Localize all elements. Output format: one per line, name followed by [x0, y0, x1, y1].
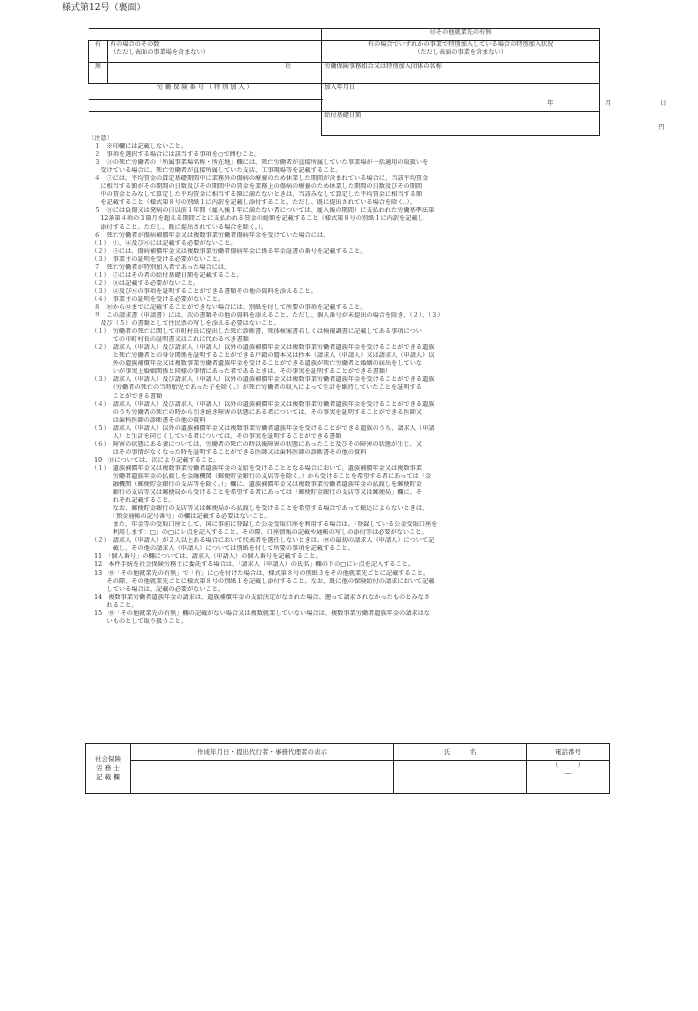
sr-label-line2: 労 務 士 [96, 763, 120, 772]
note-line: （５） 請求人（申請人）以外の遺族補償年金又は複数事業労働者遺族年金を受けることができる遺族のうち、請求人（申請 [88, 424, 435, 432]
note-line: （４） 請求人（申請人）及び請求人（申請人）以外の遺族補償年金又は複数事業労働者遺族年金を受けることができる遺族 [88, 400, 435, 408]
note-line: 添付すること。ただし、既に提出されている場合を除く。）。 [88, 223, 268, 231]
note-line: （３） 事業主の証明を受ける必要がないこと。 [88, 255, 225, 263]
sr-label-line1: 社会保険 [95, 754, 121, 763]
note-line: 13 ⑱「その他就業先の有無」で「有」に○を付けた場合は、様式第８号の別紙３をその他就業先ごとに記載すること。 [88, 569, 430, 577]
sr-table [85, 743, 610, 794]
note-line: いものとして取り扱うこと。 [88, 617, 187, 625]
note-line: 外の遺族補償年金又は複数事業労働者遺族年金を受けることができる遺族が死亡労働者と婚姻の届出をしていな [88, 360, 423, 368]
year-label: 年 [547, 99, 554, 107]
join-date-label: 加入年月日 [324, 84, 356, 91]
note-line: は歯科医師の診断書その他の資料 [88, 416, 206, 424]
note-line: 15 ⑱「その他就業先の有無」欄の記載がない場合又は複数就業していない場合は、複数事業労働者遺族年金の請求はな [88, 609, 430, 617]
note-line: いが事実上婚姻関係と同様の事情にあった者であるときは、その事実を証明することができる書類） [88, 368, 392, 376]
note-line: （１） ①、④及び⑥には記載する必要がないこと。 [88, 239, 237, 247]
phone-dash: ― [564, 769, 572, 778]
note-line: （１） 労働者の死亡に関して市町村長に提出した死亡診断書、死体検案書若しくは検視調書に記載してある事項につい [88, 328, 422, 336]
note-line: に相当する額がその期間の日数及びその期間中の賃金を業務上の傷病の療養のため休業した期間の日数及びその期間 [88, 183, 423, 191]
note-line: 人）と生計を同じくしている者については、その事実を証明することができる書類 [88, 432, 342, 440]
note-line: を記載すること（様式第８号の別紙１に内訳を記載し添付すること。ただし、既に提出されている場合を除く。）。 [88, 199, 416, 207]
note-line: ２ 事項を選択する場合には該当する事項を○で囲むこと。 [88, 151, 261, 159]
no-option[interactable]: 無 [89, 63, 108, 84]
sr-col1-input[interactable] [131, 761, 394, 794]
count-input[interactable] [108, 63, 322, 84]
note-line: ４ ⑦には、平均賃金の算定基礎期間中に業務外の傷病の療養のため休業した期間が含まれている場合に、当該平均賃金 [88, 175, 429, 183]
note-line: と死亡労働者との身分関係を証明することができる戸籍の謄本又は抄本（請求人（申請人）又は請求人（申請人）以 [88, 352, 435, 360]
note-line: れること。 [88, 601, 138, 609]
note-line: 14 複数事業労働者遺族年金の請求は、遺族補償年金の支給決定がなされた場合、遡って請求されなかったものとみなさ [88, 593, 430, 601]
note-line: なお、郵便貯金銀行の支店等又は郵便局から払渡しを受けることを希望する場合であって振込によらないときは、 [88, 505, 429, 513]
note-line: 中の賃金とみなして算定した平均賃金に相当する額に満たないときは、当該みなして算定した平均賃金に相当する額 [88, 191, 423, 199]
phone-format: （ ） [551, 761, 585, 769]
note-line: （２） ⑤には、傷病補償年金又は複数事業労働者傷病年金に係る年金証書の番号を記載すること。 [88, 247, 367, 255]
union-name-field[interactable] [322, 63, 600, 84]
note-line: ７ 死亡労働者が特別加入者であった場合には、 [88, 263, 231, 271]
sr-col2-header: 氏 名 [394, 744, 527, 761]
note-line: （労働者の死亡の当時胎児であった子を除く。）が死亡労働者の収入によって生計を維持していたことを証明する [88, 384, 422, 392]
note-line: 12条第４項の３箇月を超える期間ごとに支払われる賃金の総額を記載すること（様式第８号の別紙１に内訳を記載し [88, 215, 424, 223]
note-line: はその事情がなくなった時を証明することができる医師又は歯科医師の診断書その他の資料 [88, 448, 367, 456]
sr-col2-input[interactable] [394, 761, 527, 794]
base-daily-field[interactable] [322, 112, 665, 136]
note-line: れぞれ記載すること。 [88, 497, 175, 505]
base-daily-label: 給付基礎日額 [324, 112, 362, 119]
notes-section [88, 135, 613, 626]
sr-phone-input[interactable] [527, 761, 610, 794]
note-line: 受けている場合に、死亡労働者が直接所属していた支店、工事現場等を記載すること。 [88, 167, 342, 175]
sr-col1-header: 作成年月日・提出代行者・事務代理者の表示 [131, 744, 394, 761]
note-line: （１） 遺族補償年金又は複数事業労働者遺族年金の支給を受けることとなる場合において、遺族補償年金又は複数事業 [88, 464, 422, 472]
yen-label: 円 [658, 124, 665, 131]
sr-label [86, 744, 131, 794]
note-line: （４） 事業主の証明を受ける必要がないこと。 [88, 295, 225, 303]
note-line: （１） ⑦にはその者の給付基礎日額を記載すること。 [88, 271, 243, 279]
note-line: 10 ⑬については、次により記載すること。 [88, 456, 220, 464]
note-line: している場合は、記載の必要がないこと。 [88, 585, 225, 593]
note-line: 12 本件手続を社会保険労務士に委託する場合は、「請求人（申請人）の氏名」欄の下の□にレ点を記入すること。 [88, 561, 415, 569]
note-line: （２） 請求人（申請人）が２人以上ある場合において代表者を選任しないときは、⑩の最初の請求人（申請人）について記 [88, 537, 435, 545]
special-status-cell [322, 41, 600, 63]
note-line: １ ※印欄には記載しないこと。 [88, 143, 187, 151]
note-line: 銀行の支店等又は郵便局から受けることを希望する者にあっては「郵便貯金銀行の支店等又は郵便局」欄に、そ [88, 489, 423, 497]
note-line: ５ ⑧には負傷又は発病の日以前１年間（雇入後１年に満たない者については、雇入後の期間）に支払われた労働基準法第 [88, 207, 435, 215]
month-label: 月 [605, 99, 612, 107]
note-line: ９ この請求書（申請書）には、次の書類その他の資料を添えること。ただし、個人番号が未提出の場合を除き、（２）、（３） [88, 312, 444, 320]
form-number: 様式第12号（裏面） [62, 3, 146, 13]
join-date-values [322, 99, 667, 112]
count-label-cell [108, 41, 322, 63]
note-line: （３） ④及び⑥の事項を証明することができる書類その他の資料を添えること。 [88, 287, 317, 295]
note-line: 融機関（郵便貯金銀行の支店等を除く。）」欄に、遺族補償年金又は複数事業労働者遺族年金の払渡しを郵便貯金 [88, 481, 422, 489]
note-line: 「預金通帳の記号番号」の欄は記載する必要はないこと。 [88, 513, 271, 521]
special-note: （ただし表面の事業を含まない） [414, 48, 507, 56]
insurance-no-input[interactable] [89, 100, 322, 112]
note-line: また、年金等の受取口座として、国に事前に登録した公金受取口座を利用する場合は、「登録している公金受取口座を [88, 521, 438, 529]
count-note: （ただし表面の事業場を含まない） [110, 48, 209, 56]
note-line: 利用します：□」の□にレ点を記入すること。その際、口座情報の記載や通帳の写しの添付等は必要がないこと。 [88, 529, 428, 537]
note-line: ６ 死亡労働者が傷病補償年金又は複数事業労働者傷病年金を受けていた場合には、 [88, 231, 330, 239]
note-line: （２） ⑧は記載する必要がないこと。 [88, 279, 200, 287]
note-line: のうち労働者の死亡の時から引き続き障害の状態にある者については、その事実を証明することができる医師又 [88, 408, 422, 416]
sr-col3-header: 電話番号 [527, 744, 610, 761]
sr-label-line3: 記 載 欄 [96, 773, 120, 782]
yes-option[interactable]: 有 [89, 41, 108, 63]
count-unit: 社 [285, 63, 292, 70]
note-line: ての市町村長の証明書又はこれに代わるべき書類 [88, 336, 249, 344]
note-line: ３ ③の死亡労働者の「所属事業場名称・所在地」欄には、死亡労働者が直接所属していた事業場が一括適用の取扱いを [88, 159, 429, 167]
note-line: 載し、その他の請求人（申請人）については別紙を付して所要の事項を記載すること。 [88, 545, 354, 553]
insurance-no-label: 労 働 保 険 番 号 （ 特 別 加 入 ） [89, 84, 322, 100]
note-line: その際、その他就業先ごとに様式第８号の別紙１を記載し添付すること。なお、既に他の保険給付の請求において記載 [88, 577, 435, 585]
day-label: 日 [660, 99, 667, 107]
note-line: （３） 請求人（申請人）及び請求人（申請人）以外の遺族補償年金又は複数事業労働者遺族年金を受けることができる遺族 [88, 376, 435, 384]
note-line: （２） 請求人（申請人）及び請求人（申請人）以外の遺族補償年金又は複数事業労働者遺族年金を受けることができる遺族 [88, 344, 435, 352]
insurance-no-input-2[interactable] [89, 112, 322, 136]
other-business-title: ⑱その他就業先の有無 [322, 29, 600, 41]
note-line: ことができる書類 [88, 392, 163, 400]
count-label: 有の場合のその数 [110, 41, 160, 48]
note-line: 11 「個人番号」の欄については、請求人（申請人）の個人番号を記載すること。 [88, 553, 322, 561]
other-business-table [88, 28, 667, 136]
special-head: 有の場合でいずれかの事業で特別加入している場合の特別加入状況 [367, 41, 554, 48]
union-name-label: 労働保険事務組合又は特別加入団体の名称 [324, 63, 442, 70]
note-line: ８ ⑩から⑫までに記載することができない場合には、別紙を付して所要の事項を記載すること。 [88, 303, 367, 311]
note-line: （６） 障害の状態にある妻については、労働者の死亡の時以後障害の状態にあったこと及びその障害の状態が生じ、又 [88, 440, 422, 448]
note-line: 労働者遺族年金の払渡しを金融機関（郵便貯金銀行の支店等を除く。）から受けることを希望する者にあっては「金 [88, 472, 432, 480]
note-line: 及び（５）の書類として住民票の写しを添える必要はないこと。 [88, 320, 280, 328]
note-line: 〔注意〕 [88, 135, 113, 142]
join-date-field[interactable] [322, 84, 600, 100]
